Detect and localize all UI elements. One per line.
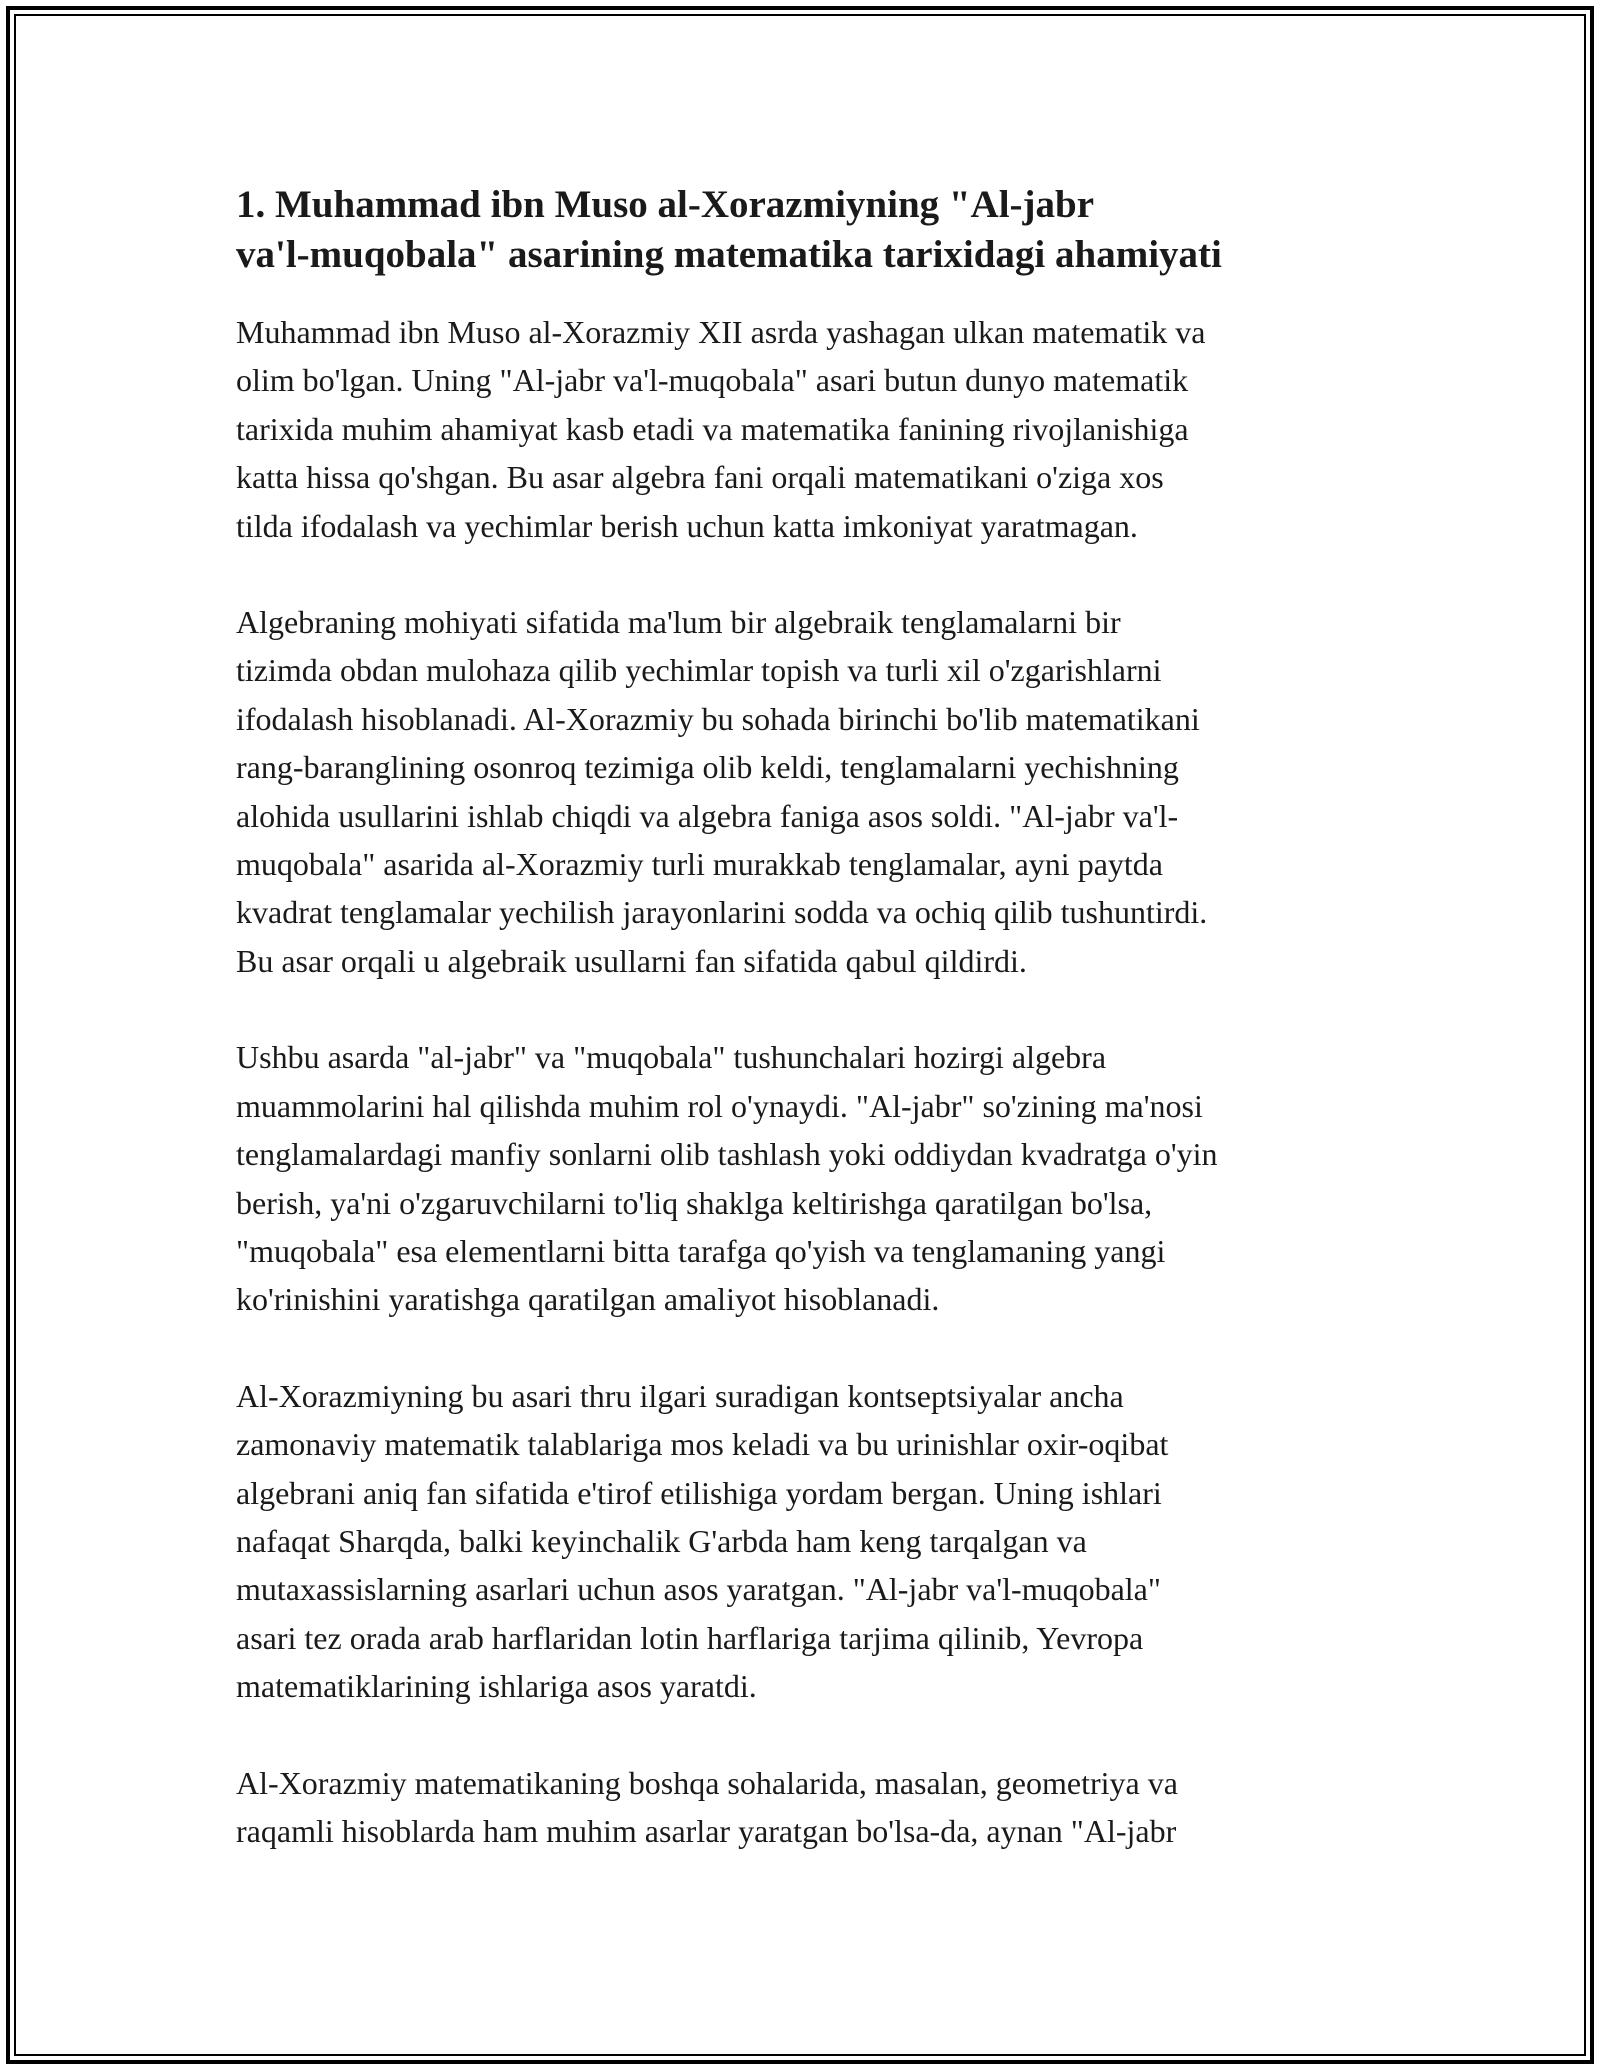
paragraph-line: matematiklarining ishlariga asos yaratdi. <box>236 1668 757 1705</box>
paragraph-line: algebrani aniq fan sifatida e'tirof etilishiga yordam bergan. Uning ishlari <box>236 1474 1162 1511</box>
paragraph-line: tenglamalardagi manfiy sonlarni olib tashlash yoki oddiydan kvadratga o'yin <box>236 1136 1218 1173</box>
paragraph-line: raqamli hisoblarda ham muhim asarlar yaratgan bo'lsa-da, aynan "Al-jabr <box>236 1812 1177 1849</box>
paragraph-2 <box>236 598 1386 985</box>
title-line: va'l-muqobala" asarining matematika tarixidagi ahamiyati <box>236 233 1222 276</box>
paragraph-1 <box>236 308 1386 550</box>
paragraph-4 <box>236 1372 1386 1711</box>
paragraph-line: rang-baranglining osonroq tezimiga olib keldi, tenglamalarni yechishning <box>236 749 1179 786</box>
paragraph-line: Muhammad ibn Muso al-Xorazmiy XII asrda yashagan ulkan matematik va <box>236 314 1206 350</box>
document-title <box>236 180 1386 280</box>
paragraph-line: Al-Xorazmiy matematikaning boshqa sohalarida, masalan, geometriya va <box>236 1764 1178 1801</box>
paragraph-line: tilda ifodalash va yechimlar berish uchun katta imkoniyat yaratmagan. <box>236 507 1138 544</box>
paragraph-line: Bu asar orqali u algebraik usullarni fan sifatida qabul qildirdi. <box>236 942 1027 979</box>
paragraph-line: zamonaviy matematik talablariga mos keladi va bu urinishlar oxir-oqibat <box>236 1426 1169 1463</box>
paragraph-line: tarixida muhim ahamiyat kasb etadi va matematika fanining rivojlanishiga <box>236 410 1189 447</box>
title-line: 1. Muhammad ibn Muso al-Xorazmiyning "Al-jabr <box>236 183 1095 226</box>
paragraph-line: Algebraning mohiyati sifatida ma'lum bir algebraik tenglamalarni bir <box>236 604 1121 641</box>
paragraph-line: muammolarini hal qilishda muhim rol o'ynaydi. "Al-jabr" so'zining ma'nosi <box>236 1087 1203 1124</box>
paragraph-line: asari tez orada arab harflaridan lotin harflariga tarjima qilinib, Yevropa <box>236 1619 1144 1656</box>
document-body <box>236 180 1386 1903</box>
paragraph-3 <box>236 1033 1386 1323</box>
paragraph-line: alohida usullarini ishlab chiqdi va algebra faniga asos soldi. "Al-jabr va'l- <box>236 797 1179 834</box>
paragraph-line: mutaxassislarning asarlari uchun asos yaratgan. "Al-jabr va'l-muqobala" <box>236 1571 1161 1608</box>
paragraph-line: "muqobala" esa elementlarni bitta tarafga qo'yish va tenglamaning yangi <box>236 1232 1166 1269</box>
paragraph-line: berish, ya'ni o'zgaruvchilarni to'liq shaklga keltirishga qaratilgan bo'lsa, <box>236 1184 1153 1221</box>
paragraph-line: Al-Xorazmiyning bu asari thru ilgari suradigan kontseptsiyalar ancha <box>236 1377 1124 1414</box>
paragraph-line: nafaqat Sharqda, balki keyinchalik G'arbda ham keng tarqalgan va <box>236 1522 1087 1559</box>
paragraph-5 <box>236 1759 1386 1856</box>
paragraph-line: kvadrat tenglamalar yechilish jarayonlarini sodda va ochiq qilib tushuntirdi. <box>236 894 1208 931</box>
paragraph-line: ko'rinishini yaratishga qaratilgan amaliyot hisoblanadi. <box>236 1281 940 1318</box>
paragraph-line: Ushbu asarda "al-jabr" va "muqobala" tushunchalari hozirgi algebra <box>236 1039 1107 1076</box>
paragraph-line: muqobala" asarida al-Xorazmiy turli murakkab tenglamalar, ayni paytda <box>236 846 1163 883</box>
paragraph-line: tizimda obdan mulohaza qilib yechimlar topish va turli xil o'zgarishlarni <box>236 652 1162 689</box>
paragraph-line: olim bo'lgan. Uning "Al-jabr va'l-muqobala" asari butun dunyo matematik <box>236 362 1189 399</box>
paragraph-line: ifodalash hisoblanadi. Al-Xorazmiy bu sohada birinchi bo'lib matematikani <box>236 700 1200 737</box>
paragraph-line: katta hissa qo'shgan. Bu asar algebra fani orqali matematikani o'ziga xos <box>236 459 1164 496</box>
